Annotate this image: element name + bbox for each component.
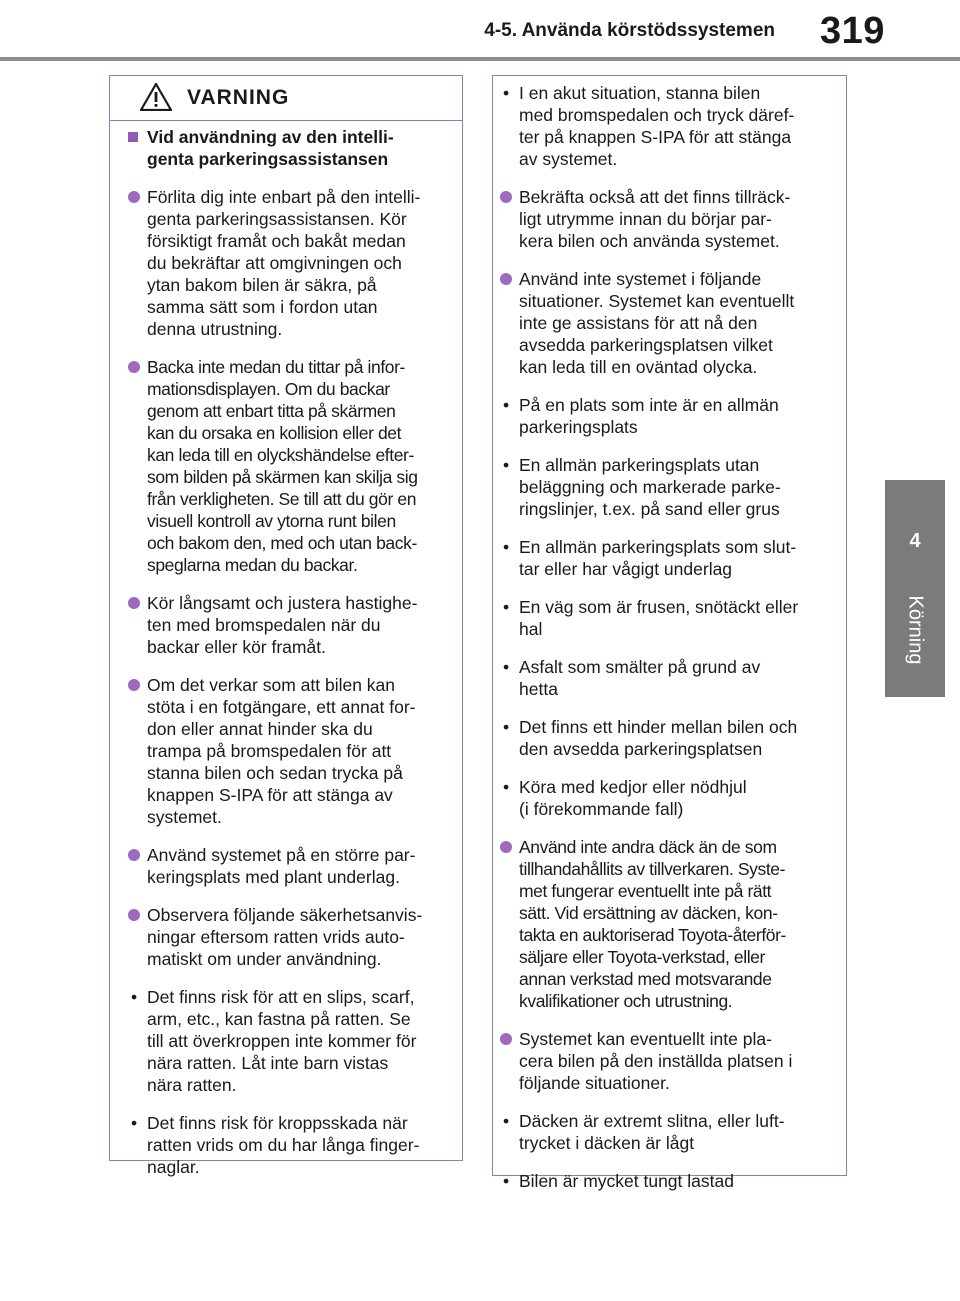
list-item-text: Det finns ett hinder mellan bilen och den avsedda parkeringsplatsen	[519, 717, 798, 759]
list-item-text: Det finns risk för kroppsskada när ratten vrids om du har långa finger- naglar.	[147, 1113, 420, 1177]
list-item-text: Om det verkar som att bilen kan stöta i en fotgängare, ett annat for- don eller annat hinder ska du trampa på bromspedalen för att stanna bilen och sedan trycka på knappen S-IPA för att stänga av systemet.	[147, 675, 416, 827]
list-item-text: Använd systemet på en större par- keringsplats med plant underlag.	[147, 845, 416, 887]
bullet-mark: •	[503, 455, 510, 475]
list-item	[500, 596, 840, 640]
list-item	[128, 904, 458, 970]
bullet-mark: •	[503, 83, 510, 103]
warning-list-left	[128, 126, 458, 1194]
list-item-text: Backa inte medan du tittar på infor- mationsdisplayen. Om du backar genom att enbart titta på skärmen kan du orsaka en kollision eller det kan leda till en olyckshändelse efter- som bilden på skärmen kan skilja sig från verkligheten. Se till att du gör en visuell kontroll av ytorna runt bilen och bakom den, med och utan back- speglarna medan du backar.	[147, 357, 418, 575]
bullet-mark: •	[503, 657, 510, 677]
list-item-text: På en plats som inte är en allmän parkeringsplats	[519, 395, 779, 437]
circle-bullet-icon	[128, 191, 140, 203]
list-item	[500, 1170, 840, 1192]
list-item-text: Det finns risk för att en slips, scarf, arm, etc., kan fastna på ratten. Se till att överkroppen inte kommer för nära ratten. Låt inte barn vistas nära ratten.	[147, 987, 417, 1095]
list-item-text: Bilen är mycket tungt lastad	[519, 1171, 734, 1191]
list-item-text: Använd inte andra däck än de som tillhandahållits av tillverkaren. Syste- met fungerar eventuellt inte på rätt sätt. Vid ersättning av däcken, kon- takta en auktoriserad Toyota-återför- säljare eller Toyota-verkstad, eller annan verkstad med motsvarande kvalifikationer och utrustning.	[519, 837, 786, 1011]
header-divider	[0, 57, 960, 61]
circle-bullet-icon	[128, 849, 140, 861]
section-title: 4-5. Använda körstödssystemen	[484, 20, 775, 41]
page-number: 319	[820, 10, 885, 52]
list-item-text: Systemet kan eventuellt inte pla- cera bilen på den inställda platsen i följande situationer.	[519, 1029, 793, 1093]
bullet-mark: •	[503, 395, 510, 415]
list-item-text: Köra med kedjor eller nödhjul (i förekommande fall)	[519, 777, 747, 819]
list-item	[500, 656, 840, 700]
list-item	[500, 268, 840, 378]
list-item	[128, 356, 458, 576]
list-item-text: Däcken är extremt slitna, eller luft- trycket i däcken är lågt	[519, 1111, 785, 1153]
list-item	[128, 1112, 458, 1178]
list-item	[500, 186, 840, 252]
list-item-text: Kör långsamt och justera hastighe- ten med bromspedalen när du backar eller kör framåt.	[147, 593, 418, 657]
bullet-mark: •	[503, 1111, 510, 1131]
list-item-text: Vid användning av den intelli- genta parkeringsassistansen	[147, 127, 394, 169]
list-item-text: Bekräfta också att det finns tillräck- ligt utrymme innan du börjar par- kera bilen och använda systemet.	[519, 187, 791, 251]
warning-title: VARNING	[187, 86, 290, 109]
list-item	[500, 716, 840, 760]
circle-bullet-icon	[128, 361, 140, 373]
circle-bullet-icon	[500, 841, 512, 853]
list-item	[128, 186, 458, 340]
list-item-text: Använd inte systemet i följande situationer. Systemet kan eventuellt inte ge assistans för att nå den avsedda parkeringsplatsen vilket kan leda till en oväntad olycka.	[519, 269, 795, 377]
list-item	[128, 986, 458, 1096]
bullet-mark: •	[131, 987, 138, 1007]
list-item-text: Observera följande säkerhetsanvis- ningar eftersom ratten vrids auto- matiskt om under användning.	[147, 905, 423, 969]
list-item	[128, 674, 458, 828]
circle-bullet-icon	[128, 909, 140, 921]
bullet-mark: •	[503, 597, 510, 617]
bullet-mark: •	[131, 1113, 138, 1133]
list-item-text: En allmän parkeringsplats utan beläggning och markerade parke- ringslinjer, t.ex. på sand eller grus	[519, 455, 781, 519]
list-item	[500, 454, 840, 520]
list-item-text: En väg som är frusen, snötäckt eller hal	[519, 597, 799, 639]
chapter-label: Körning	[904, 595, 927, 665]
warning-list-right	[500, 82, 840, 1208]
bullet-mark: •	[503, 717, 510, 737]
list-item-text: I en akut situation, stanna bilen med bromspedalen och tryck däref- ter på knappen S-IPA för att stänga av systemet.	[519, 83, 795, 169]
list-item	[128, 844, 458, 888]
bullet-mark: •	[503, 777, 510, 797]
square-bullet-icon	[128, 132, 138, 142]
bullet-mark: •	[503, 1171, 510, 1191]
list-item-text: Asfalt som smälter på grund av hetta	[519, 657, 761, 699]
circle-bullet-icon	[128, 597, 140, 609]
list-item	[500, 776, 840, 820]
circle-bullet-icon	[500, 1033, 512, 1045]
warning-heading	[128, 126, 458, 170]
list-item	[500, 394, 840, 438]
bullet-mark: •	[503, 537, 510, 557]
list-item	[128, 592, 458, 658]
list-item-text: Förlita dig inte enbart på den intelli- genta parkeringsassistansen. Kör försiktigt framåt och bakåt medan du bekräftar att omgivningen och ytan bakom bilen är säkra, på samma sätt som i fordon utan denna utrustning.	[147, 187, 421, 339]
chapter-number: 4	[909, 530, 921, 552]
list-item	[500, 536, 840, 580]
list-item	[500, 836, 840, 1012]
list-item-text: En allmän parkeringsplats som slut- tar eller har vågigt underlag	[519, 537, 797, 579]
circle-bullet-icon	[500, 273, 512, 285]
list-item	[500, 82, 840, 170]
circle-bullet-icon	[500, 191, 512, 203]
list-item	[500, 1110, 840, 1154]
warning-triangle-icon	[140, 83, 172, 111]
circle-bullet-icon	[128, 679, 140, 691]
warning-header	[110, 76, 462, 121]
chapter-tab[interactable]	[885, 480, 945, 697]
list-item	[500, 1028, 840, 1094]
